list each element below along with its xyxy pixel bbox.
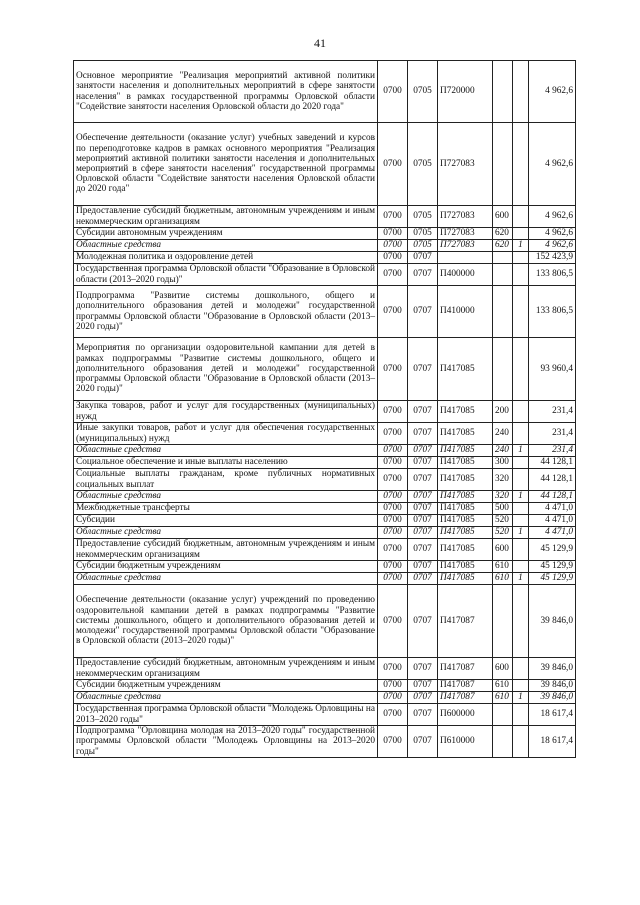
target-article-cell: П600000: [438, 704, 493, 726]
table-row: [74, 469, 576, 491]
section-code-cell: 0700: [378, 658, 408, 680]
subsection-code-cell: 0707: [408, 692, 438, 704]
expense-type-cell: 240: [493, 445, 513, 457]
target-article-cell: П417087: [438, 692, 493, 704]
item-name-cell: Обеспечение деятельности (оказание услуг) учебных заведений и курсов по переподготовке кадров в рамках основного мероприятия "Реализация мероприятий активной политики занятости населения и дополнительных мероприятий в сфере занятости населения" государственной программы Орловской области "Содействие занятости населения Орловской области до 2020 года": [74, 123, 378, 206]
amount-cell: 18 617,4: [529, 726, 576, 758]
amount-cell: 4 471,0: [529, 515, 576, 527]
table-row: [74, 726, 576, 758]
funding-source-cell: [513, 252, 529, 264]
subsection-code-cell: 0705: [408, 240, 438, 252]
funding-source-cell: 1: [513, 527, 529, 539]
item-name-cell: Субсидии бюджетным учреждениям: [74, 561, 378, 573]
table-row: [74, 561, 576, 573]
item-name-cell: Предоставление субсидий бюджетным, автономным учреждениям и иным некоммерческим организациям: [74, 539, 378, 561]
subsection-code-cell: 0707: [408, 469, 438, 491]
section-code-cell: 0700: [378, 228, 408, 240]
section-code-cell: 0700: [378, 561, 408, 573]
target-article-cell: П727083: [438, 206, 493, 228]
target-article-cell: П727083: [438, 228, 493, 240]
budget-table-body: [74, 61, 576, 758]
item-name-cell: Мероприятия по организации оздоровительной кампании для детей в рамках подпрограммы "Развитие системы дошкольного, общего и дополнительного образования детей и молодежи" государственной программы Орловской области "Образование в Орловской области (2013–2020 годы)": [74, 338, 378, 401]
target-article-cell: П400000: [438, 264, 493, 286]
funding-source-cell: [513, 423, 529, 445]
item-name-cell: Областные средства: [74, 573, 378, 585]
table-row: [74, 123, 576, 206]
amount-cell: 93 960,4: [529, 338, 576, 401]
subsection-code-cell: 0707: [408, 658, 438, 680]
table-row: [74, 61, 576, 123]
section-code-cell: 0700: [378, 503, 408, 515]
funding-source-cell: 1: [513, 692, 529, 704]
expense-type-cell: [493, 123, 513, 206]
item-name-cell: Областные средства: [74, 445, 378, 457]
item-name-cell: Субсидии: [74, 515, 378, 527]
subsection-code-cell: 0705: [408, 228, 438, 240]
table-row: [74, 445, 576, 457]
target-article-cell: П417087: [438, 658, 493, 680]
funding-source-cell: [513, 561, 529, 573]
section-code-cell: 0700: [378, 491, 408, 503]
table-row: [74, 515, 576, 527]
table-row: [74, 401, 576, 423]
target-article-cell: П417087: [438, 585, 493, 658]
table-row: [74, 527, 576, 539]
item-name-cell: Областные средства: [74, 527, 378, 539]
section-code-cell: 0700: [378, 123, 408, 206]
expense-type-cell: [493, 252, 513, 264]
table-row: [74, 491, 576, 503]
section-code-cell: 0700: [378, 206, 408, 228]
item-name-cell: Иные закупки товаров, работ и услуг для обеспечения государственных (муниципальных) нужд: [74, 423, 378, 445]
item-name-cell: Социальные выплаты гражданам, кроме публичных нормативных социальных выплат: [74, 469, 378, 491]
target-article-cell: П417085: [438, 515, 493, 527]
expense-type-cell: 200: [493, 401, 513, 423]
budget-table: [73, 60, 576, 758]
subsection-code-cell: 0707: [408, 252, 438, 264]
funding-source-cell: [513, 338, 529, 401]
expense-type-cell: 520: [493, 527, 513, 539]
target-article-cell: П417085: [438, 561, 493, 573]
amount-cell: 133 806,5: [529, 264, 576, 286]
funding-source-cell: [513, 457, 529, 469]
item-name-cell: Подпрограмма "Орловщина молодая на 2013–2020 годы" государственной программы Орловской области "Молодежь Орловщины на 2013–2020 годы": [74, 726, 378, 758]
subsection-code-cell: 0707: [408, 726, 438, 758]
target-article-cell: П417085: [438, 539, 493, 561]
table-row: [74, 658, 576, 680]
expense-type-cell: 610: [493, 573, 513, 585]
section-code-cell: 0700: [378, 515, 408, 527]
subsection-code-cell: 0707: [408, 338, 438, 401]
item-name-cell: Предоставление субсидий бюджетным, автономным учреждениям и иным некоммерческим организациям: [74, 206, 378, 228]
expense-type-cell: 620: [493, 228, 513, 240]
table-row: [74, 228, 576, 240]
funding-source-cell: [513, 515, 529, 527]
amount-cell: 39 846,0: [529, 658, 576, 680]
item-name-cell: Основное мероприятие "Реализация мероприятий активной политики занятости населения и дополнительных мероприятий в сфере занятости населения" в рамках государственной программы Орловской области "Содействие занятости населения Орловской области до 2020 года": [74, 61, 378, 123]
expense-type-cell: 600: [493, 206, 513, 228]
expense-type-cell: [493, 726, 513, 758]
funding-source-cell: [513, 286, 529, 338]
target-article-cell: П417085: [438, 401, 493, 423]
funding-source-cell: [513, 680, 529, 692]
subsection-code-cell: 0707: [408, 680, 438, 692]
amount-cell: 4 962,6: [529, 61, 576, 123]
subsection-code-cell: 0707: [408, 457, 438, 469]
subsection-code-cell: 0705: [408, 123, 438, 206]
table-row: [74, 240, 576, 252]
subsection-code-cell: 0707: [408, 503, 438, 515]
expense-type-cell: 300: [493, 457, 513, 469]
amount-cell: 231,4: [529, 445, 576, 457]
funding-source-cell: [513, 469, 529, 491]
section-code-cell: 0700: [378, 692, 408, 704]
amount-cell: 4 471,0: [529, 527, 576, 539]
subsection-code-cell: 0707: [408, 286, 438, 338]
expense-type-cell: 500: [493, 503, 513, 515]
funding-source-cell: [513, 61, 529, 123]
expense-type-cell: 520: [493, 515, 513, 527]
table-row: [74, 692, 576, 704]
subsection-code-cell: 0707: [408, 401, 438, 423]
target-article-cell: П417085: [438, 338, 493, 401]
item-name-cell: Обеспечение деятельности (оказание услуг) учреждений по проведению оздоровительной кампании детей в рамках подпрограммы "Развитие системы дошкольного, общего и дополнительного образования детей и молодежи" государственной программы Орловской области "Образование в Орловской области (2013–2020 годы)": [74, 585, 378, 658]
target-article-cell: П417085: [438, 423, 493, 445]
subsection-code-cell: 0707: [408, 264, 438, 286]
subsection-code-cell: 0707: [408, 539, 438, 561]
table-row: [74, 338, 576, 401]
funding-source-cell: [513, 401, 529, 423]
item-name-cell: Межбюджетные трансферты: [74, 503, 378, 515]
target-article-cell: П727083: [438, 123, 493, 206]
target-article-cell: П417085: [438, 503, 493, 515]
amount-cell: 45 129,9: [529, 539, 576, 561]
expense-type-cell: [493, 286, 513, 338]
amount-cell: 39 846,0: [529, 692, 576, 704]
section-code-cell: 0700: [378, 527, 408, 539]
table-row: [74, 585, 576, 658]
expense-type-cell: 600: [493, 658, 513, 680]
item-name-cell: Подпрограмма "Развитие системы дошкольного, общего и дополнительного образования детей и молодежи" государственной программы Орловской области "Образование в Орловской области (2013–2020 годы)": [74, 286, 378, 338]
target-article-cell: П417085: [438, 457, 493, 469]
table-row: [74, 286, 576, 338]
subsection-code-cell: 0707: [408, 527, 438, 539]
section-code-cell: 0700: [378, 252, 408, 264]
target-article-cell: П417085: [438, 469, 493, 491]
section-code-cell: 0700: [378, 240, 408, 252]
amount-cell: 45 129,9: [529, 573, 576, 585]
funding-source-cell: [513, 206, 529, 228]
table-row: [74, 206, 576, 228]
section-code-cell: 0700: [378, 264, 408, 286]
section-code-cell: 0700: [378, 61, 408, 123]
amount-cell: 152 423,9: [529, 252, 576, 264]
funding-source-cell: [513, 658, 529, 680]
expense-type-cell: 600: [493, 539, 513, 561]
amount-cell: 44 128,1: [529, 457, 576, 469]
section-code-cell: 0700: [378, 573, 408, 585]
table-row: [74, 457, 576, 469]
funding-source-cell: [513, 503, 529, 515]
amount-cell: 44 128,1: [529, 469, 576, 491]
funding-source-cell: [513, 264, 529, 286]
expense-type-cell: [493, 704, 513, 726]
target-article-cell: П410000: [438, 286, 493, 338]
amount-cell: 231,4: [529, 401, 576, 423]
table-row: [74, 704, 576, 726]
funding-source-cell: [513, 228, 529, 240]
funding-source-cell: 1: [513, 445, 529, 457]
expense-type-cell: [493, 585, 513, 658]
amount-cell: 39 846,0: [529, 680, 576, 692]
amount-cell: 39 846,0: [529, 585, 576, 658]
expense-type-cell: 610: [493, 692, 513, 704]
amount-cell: 133 806,5: [529, 286, 576, 338]
item-name-cell: Государственная программа Орловской области "Молодежь Орловщины на 2013–2020 годы": [74, 704, 378, 726]
table-row: [74, 252, 576, 264]
funding-source-cell: [513, 704, 529, 726]
target-article-cell: П727083: [438, 240, 493, 252]
expense-type-cell: [493, 338, 513, 401]
item-name-cell: Областные средства: [74, 692, 378, 704]
expense-type-cell: 320: [493, 469, 513, 491]
expense-type-cell: [493, 264, 513, 286]
funding-source-cell: 1: [513, 491, 529, 503]
item-name-cell: Государственная программа Орловской области "Образование в Орловской области (2013–2020 годы)": [74, 264, 378, 286]
item-name-cell: Предоставление субсидий бюджетным, автономным учреждениям и иным некоммерческим организациям: [74, 658, 378, 680]
amount-cell: 45 129,9: [529, 561, 576, 573]
amount-cell: 231,4: [529, 423, 576, 445]
subsection-code-cell: 0705: [408, 206, 438, 228]
amount-cell: 18 617,4: [529, 704, 576, 726]
amount-cell: 4 471,0: [529, 503, 576, 515]
section-code-cell: 0700: [378, 704, 408, 726]
table-row: [74, 680, 576, 692]
target-article-cell: П417085: [438, 491, 493, 503]
funding-source-cell: [513, 585, 529, 658]
item-name-cell: Областные средства: [74, 240, 378, 252]
table-row: [74, 423, 576, 445]
subsection-code-cell: 0707: [408, 561, 438, 573]
target-article-cell: [438, 252, 493, 264]
item-name-cell: Субсидии автономным учреждениям: [74, 228, 378, 240]
section-code-cell: 0700: [378, 585, 408, 658]
page-number: 41: [314, 36, 326, 50]
subsection-code-cell: 0707: [408, 423, 438, 445]
item-name-cell: Областные средства: [74, 491, 378, 503]
subsection-code-cell: 0707: [408, 585, 438, 658]
amount-cell: 4 962,6: [529, 123, 576, 206]
amount-cell: 4 962,6: [529, 228, 576, 240]
target-article-cell: П610000: [438, 726, 493, 758]
section-code-cell: 0700: [378, 445, 408, 457]
expense-type-cell: 610: [493, 561, 513, 573]
item-name-cell: Субсидии бюджетным учреждениям: [74, 680, 378, 692]
section-code-cell: 0700: [378, 726, 408, 758]
table-row: [74, 539, 576, 561]
expense-type-cell: 620: [493, 240, 513, 252]
section-code-cell: 0700: [378, 286, 408, 338]
subsection-code-cell: 0707: [408, 445, 438, 457]
target-article-cell: П417087: [438, 680, 493, 692]
item-name-cell: Социальное обеспечение и иные выплаты населению: [74, 457, 378, 469]
amount-cell: 4 962,6: [529, 240, 576, 252]
amount-cell: 4 962,6: [529, 206, 576, 228]
subsection-code-cell: 0707: [408, 491, 438, 503]
funding-source-cell: [513, 123, 529, 206]
section-code-cell: 0700: [378, 401, 408, 423]
section-code-cell: 0700: [378, 469, 408, 491]
item-name-cell: Закупка товаров, работ и услуг для государственных (муниципальных) нужд: [74, 401, 378, 423]
subsection-code-cell: 0707: [408, 704, 438, 726]
amount-cell: 44 128,1: [529, 491, 576, 503]
section-code-cell: 0700: [378, 338, 408, 401]
funding-source-cell: [513, 539, 529, 561]
table-row: [74, 264, 576, 286]
expense-type-cell: 320: [493, 491, 513, 503]
section-code-cell: 0700: [378, 680, 408, 692]
target-article-cell: П720000: [438, 61, 493, 123]
target-article-cell: П417085: [438, 445, 493, 457]
subsection-code-cell: 0707: [408, 573, 438, 585]
section-code-cell: 0700: [378, 539, 408, 561]
target-article-cell: П417085: [438, 573, 493, 585]
funding-source-cell: 1: [513, 573, 529, 585]
table-row: [74, 503, 576, 515]
subsection-code-cell: 0707: [408, 515, 438, 527]
funding-source-cell: [513, 726, 529, 758]
item-name-cell: Молодежная политика и оздоровление детей: [74, 252, 378, 264]
expense-type-cell: 240: [493, 423, 513, 445]
expense-type-cell: [493, 61, 513, 123]
target-article-cell: П417085: [438, 527, 493, 539]
subsection-code-cell: 0705: [408, 61, 438, 123]
expense-type-cell: 610: [493, 680, 513, 692]
funding-source-cell: 1: [513, 240, 529, 252]
section-code-cell: 0700: [378, 457, 408, 469]
section-code-cell: 0700: [378, 423, 408, 445]
table-row: [74, 573, 576, 585]
